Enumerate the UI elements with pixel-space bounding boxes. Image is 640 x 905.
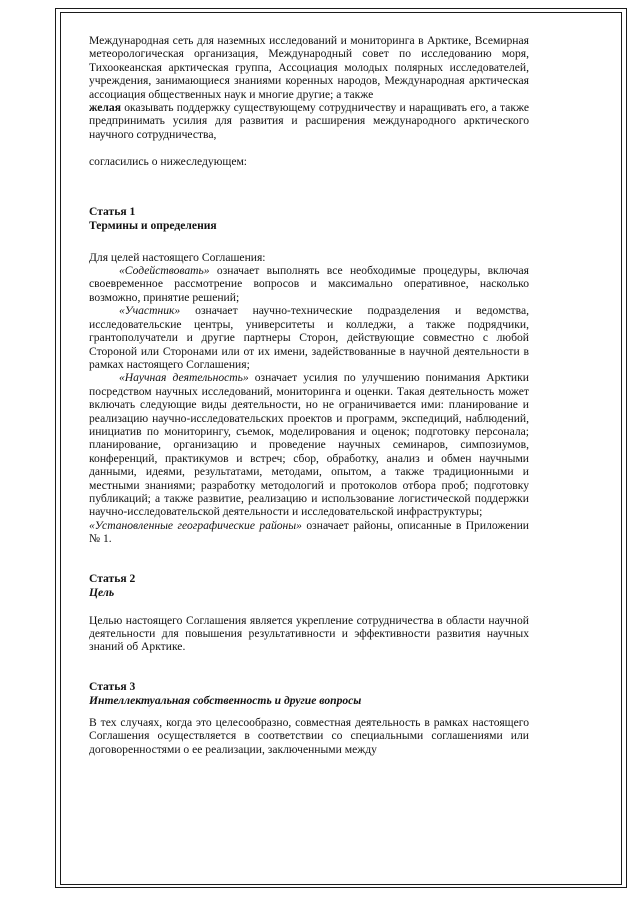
intro-paragraph-1: Международная сеть для наземных исследований и мониторинга в Арктике, Всемирная метеорологическая организация, Международный совет по исследованию моря, Тихоокеанская арктическая группа, Ассоциация молодых полярных исследователей, учреждения, занимающиеся знаниями коренных народов, Международная арктическая ассоциация общественных наук и многие другие; а также xyxy=(89,34,529,101)
article-1-heading: Статья 1 xyxy=(89,204,136,218)
article-3-subtitle: Интеллектуальная собственность и другие вопросы xyxy=(89,693,362,707)
definition-3-text: означает усилия по улучшению понимания Арктики посредством научных исследований, мониторинга и оценки. Такая деятельность может включать следующие виды деятельности, но не ограничивается ими: планирование и реализацию научно-исследовательских проектов и программ, экспедиций, наблюдений, инициатив по мониторингу, съемок, моделирования и оценок; подготовку персонала; планирование, организацию и проведение научных семинаров, симпозиумов, конференций, практикумов и встреч; сбор, обработку, анализ и обмен научными данными, идеями, результатами, методами, опытом, а также традиционными и местными знаниями; разработку методологий и протоколов отбора проб; подготовку публикаций; а также развитие, реализацию и использование логистической поддержки научно-исследовательской деятельности и исследовательской инфраструктуры; xyxy=(89,371,529,519)
definition-1 xyxy=(89,264,529,304)
article-1 xyxy=(89,205,529,546)
intro-paragraph-3: согласились о нижеследующем: xyxy=(89,155,248,169)
article-3-text: В тех случаях, когда это целесообразно, совместная деятельность в рамках настоящего Соглашения осуществляется в соответствии со специальными соглашениями или договоренностями о ее реализации, заключенными между xyxy=(89,715,529,756)
article-2-text: Целью настоящего Соглашения является укрепление сотрудничества в области научной деятельности для повышения результативности и эффективности развития научных знаний об Арктике. xyxy=(89,613,529,654)
intro-paragraph-2-text: оказывать поддержку существующему сотрудничеству и наращивать его, а также предпринимать усилия для развития и расширения международного арктического научного сотрудничества, xyxy=(89,101,529,141)
definition-4 xyxy=(89,519,529,546)
definition-2 xyxy=(89,304,529,371)
definition-1-text: означает выполнять все необходимые процедуры, включая своевременное рассмотрение вопросов и максимально оперативное, насколько возможно, принятие решений; xyxy=(89,264,529,304)
document-body xyxy=(89,34,529,756)
definition-4-term: «Установленные географические районы» xyxy=(89,518,302,532)
definition-2-text: означает научно-технические подразделения и ведомства, исследовательские центры, университеты и колледжи, а также подрядчики, грантополучатели и другие партнеры Сторон, действующие совместно с любой Стороной или Сторонами или от их имени, задействованные в научной деятельности в рамках настоящего Соглашения; xyxy=(89,304,529,371)
article-1-subtitle: Термины и определения xyxy=(89,218,217,232)
article-2-heading: Статья 2 xyxy=(89,571,136,585)
article-2 xyxy=(89,572,529,654)
definition-3-term: «Научная деятельность» xyxy=(119,371,249,385)
intro-paragraph-2 xyxy=(89,101,529,141)
article-3 xyxy=(89,680,529,756)
definition-2-term: «Участник» xyxy=(119,304,181,318)
definition-3 xyxy=(89,371,529,518)
intro-paragraph-2-lead: желая xyxy=(89,101,121,115)
definition-1-term: «Содействовать» xyxy=(119,264,210,278)
article-2-subtitle: Цель xyxy=(89,585,115,599)
article-3-heading: Статья 3 xyxy=(89,679,136,693)
definition-4-text: означает районы, описанные в Приложении № 1. xyxy=(89,518,529,546)
article-1-lead: Для целей настоящего Соглашения: xyxy=(89,250,266,264)
